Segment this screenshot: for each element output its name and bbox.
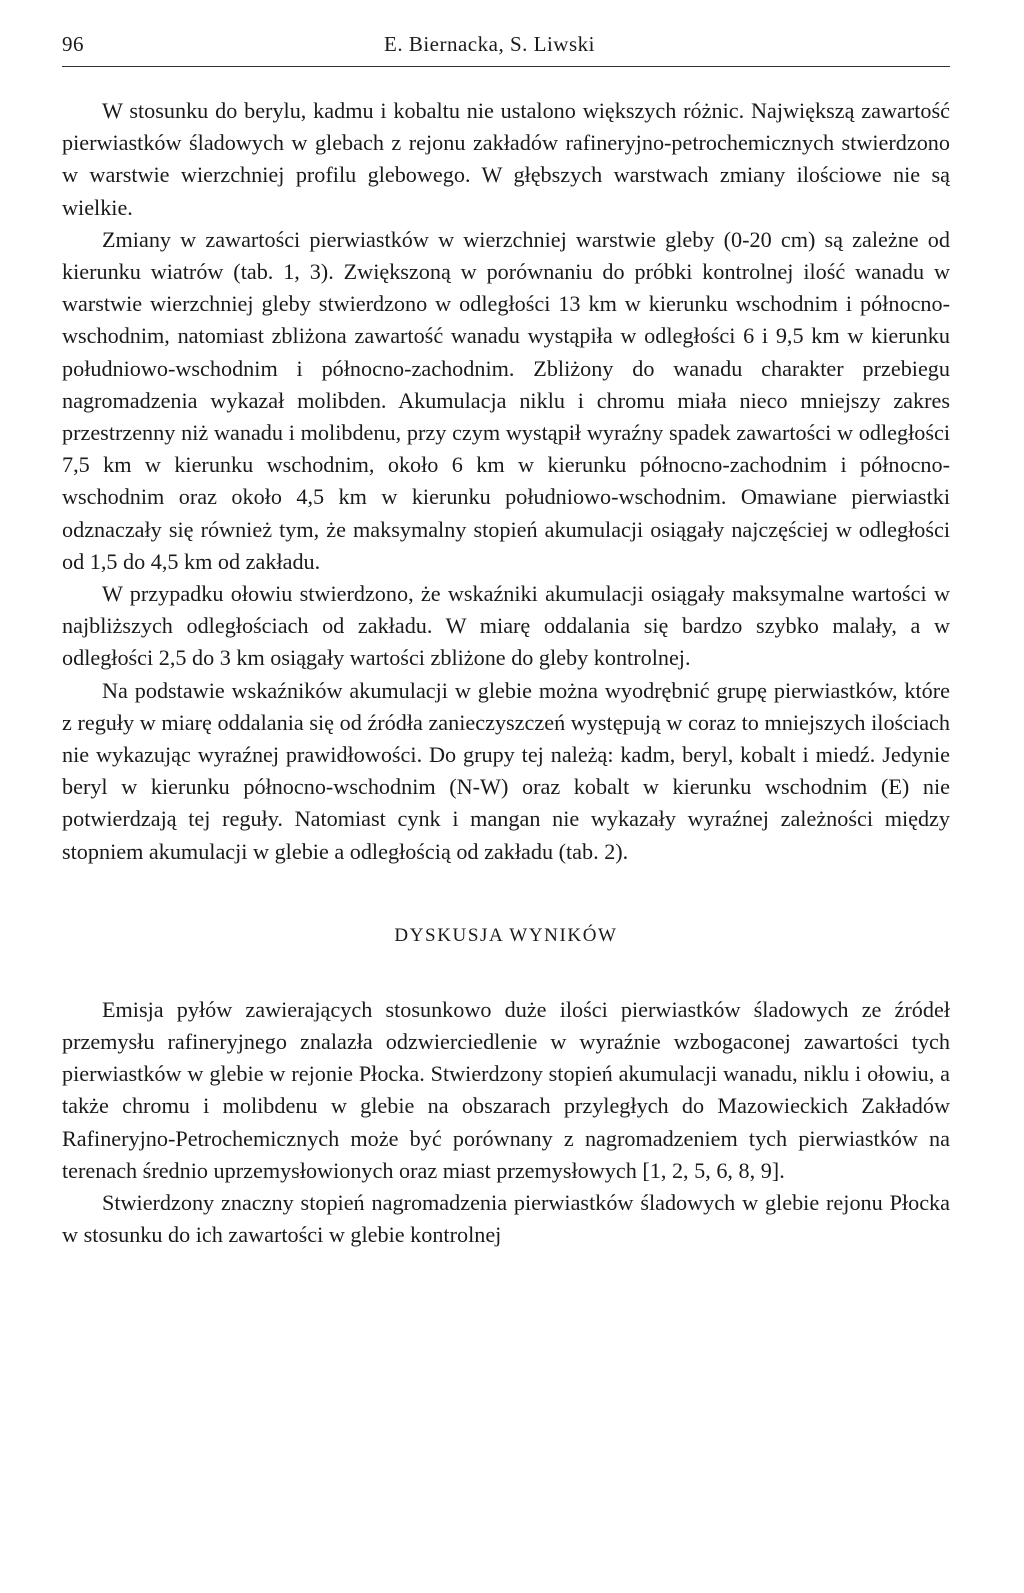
header-rule [62, 66, 950, 67]
paragraph-4: Na podstawie wskaźników akumulacji w glebie można wyodrębnić grupę pierwiastków, które z reguły w miarę oddalania się od źródła zanieczyszczeń występują w coraz to mniejszych ilościach nie wykazując wyraźnej prawidłowości. Do grupy tej należą: kadm, beryl, kobalt i miedź. Jedynie beryl w kierunku północno-wschodnim (N-W) oraz kobalt w kierunku wschodnim (E) nie potwierdzają tej reguły. Natomiast cynk i mangan nie wykazały wyraźnej zależności między stopniem akumulacji w glebie a odległością od zakładu (tab. 2). [62, 677, 950, 864]
discussion-paragraph-2: Stwierdzony znaczny stopień nagromadzenia pierwiastków śladowych w glebie rejonu Płocka w stosunku do ich zawartości w glebie kontrolnej [62, 1190, 950, 1248]
running-head [62, 26, 950, 66]
section-heading-discussion: DYSKUSJA WYNIKÓW [394, 924, 618, 946]
paragraph-2: Zmiany w zawartości pierwiastków w wierzchniej warstwie gleby (0-20 cm) są zależne od kierunku wiatrów (tab. 1, 3). Zwiększoną w porównaniu do próbki kontrolnej ilość wanadu w warstwie wierzchniej gleby stwierdzono w odległości 13 km w kierunku wschodnim i północno-wschodnim, natomiast zbliżona zawartość wanadu wystąpiła w odległości 6 i 9,5 km w kierunku południowo-wschodnim i północno-zachodnim. Zbliżony do wanadu charakter przebiegu nagromadzenia wykazał molibden. Akumulacja niklu i chromu miała nieco mniejszy zakres przestrzenny niż wanadu i molibdenu, przy czym wystąpił wyraźny spadek zawartości w odległości 7,5 km w kierunku wschodnim, około 6 km w kierunku północno-zachodnim i północno-wschodnim oraz około 4,5 km w kierunku południowo-wschodnim. Omawiane pierwiastki odznaczały się również tym, że maksymalny stopień akumulacji osiągały najczęściej w odległości od 1,5 do 4,5 km od zakładu. [62, 226, 950, 574]
running-head-authors: E. Biernacka, S. Liwski [384, 32, 595, 56]
paragraph-1: W stosunku do berylu, kadmu i kobaltu nie ustalono większych różnic. Największą zawartość pierwiastków śladowych w glebach z rejonu zakładów rafineryjno-petrochemicznych stwierdzono w warstwie wierzchniej profilu glebowego. W głębszych warstwach zmiany ilościowe nie są wielkie. [62, 98, 950, 220]
page [62, 26, 950, 1252]
paragraph-3: W przypadku ołowiu stwierdzono, że wskaźniki akumulacji osiągały maksymalne wartości w najbliższych odległościach od zakładu. W miarę oddalania się bardzo szybko malały, a w odległości 2,5 do 3 km osiągały wartości zbliżone do gleby kontrolnej. [62, 581, 950, 671]
discussion-paragraph-1: Emisja pyłów zawierających stosunkowo duże ilości pierwiastków śladowych ze źródeł przemysłu rafineryjnego znalazła odzwierciedlenie w wyraźnie wzbogaconej zawartości tych pierwiastków w glebie w rejonie Płocka. Stwierdzony stopień akumulacji wanadu, niklu i ołowiu, a także chromu i molibdenu w glebie na obszarach przyległych do Mazowieckich Zakładów Rafineryjno-Petrochemicznych może być porównany z nagromadzeniem tych pierwiastków na terenach średnio uprzemysłowionych oraz miast przemysłowych [1, 2, 5, 6, 8, 9]. [62, 996, 950, 1183]
page-number: 96 [62, 32, 84, 56]
body-text [62, 95, 950, 1252]
